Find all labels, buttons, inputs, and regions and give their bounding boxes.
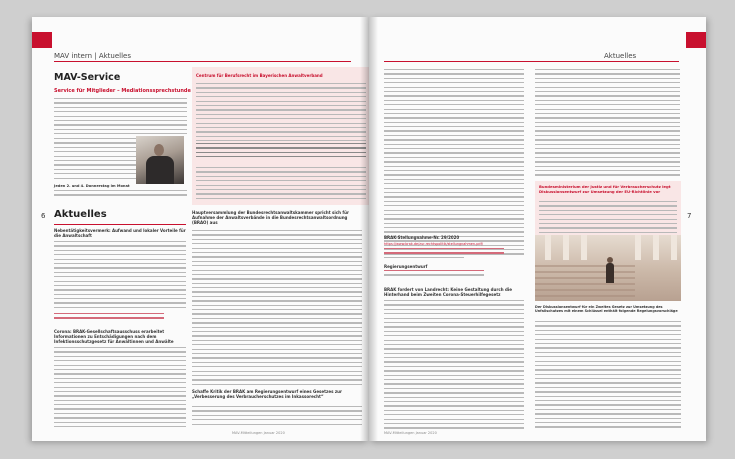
regierungsentwurf-heading: Regierungsentwurf: [384, 264, 428, 269]
bmjv-box-title: Bundesministerium der Justiz und für Verbraucherschutz legt Diskussionsentwurf zur Umsetzung der EU-Richtlinie vor: [539, 184, 671, 194]
mittelstand-heading: BRAK fordert von Landrecht: Keine Gestaltung durch die Hinterhand beim Zweiten Corona-Steuerhilfegesetz: [384, 287, 512, 297]
contact-details: [54, 190, 187, 197]
brak-link-2[interactable]: [384, 248, 504, 256]
right-header-rule: [384, 61, 679, 62]
intro-text-2: [54, 138, 136, 182]
box-title: Centrum für Berufsrecht im Bayerischen Anwaltverband: [196, 73, 323, 78]
col1-text-2: [54, 347, 186, 427]
box-text-bold: [196, 143, 366, 163]
col1-text-1: [54, 241, 186, 311]
left-footer: MAV-Mitteilungen Januar 2020: [232, 431, 285, 435]
left-page: [32, 17, 369, 441]
col1-link[interactable]: [54, 313, 164, 321]
right-col1-text-2: [384, 300, 524, 430]
intro-text: [54, 98, 187, 136]
right-col1-text: [384, 69, 524, 255]
bmjv-box-text: [539, 201, 677, 233]
left-header-rule: [54, 61, 351, 62]
col2-heading-2: Schaffe Kritik der BRAK am Regierungsentwurf eines Gesetzes zur „Verbesserung des Verbraucherschutzes im Inkassorecht“: [192, 389, 342, 399]
right-col2-text: [535, 69, 680, 179]
right-red-tab: [686, 32, 706, 48]
right-header: Aktuelles: [604, 52, 637, 60]
court-steps-photo: [535, 235, 681, 301]
box-text-2: [196, 167, 366, 199]
col1-heading-2: Corona: BRAK-Gesellschaftsausschuss erarbeitet Informationen zu Entschädigungen nach dem Infektionsschutzgesetz für Anwältinnen und Anwälte: [54, 329, 174, 344]
regierungsentwurf-link[interactable]: [384, 270, 484, 278]
contact-caption: Jeden 2. und 4. Donnerstag im Monat: [54, 184, 130, 188]
brak-stellungnahme-heading: BRAK-Stellungnahme-Nr. 29/2020: [384, 235, 460, 240]
photo-caption: Der Diskussionsentwurf für ein Zweites Gesetz zur Umsetzung des Unfallschutzes mit einem Schlüssel enthält folgende Regelungsvorschläge: [535, 305, 678, 314]
brak-link[interactable]: https://www.brak.de/zur-rechtspolitik/stellungnahmen-pdf/: [384, 242, 483, 246]
mediator-photo: [136, 136, 184, 184]
left-header: MAV intern | Aktuelles: [54, 52, 131, 60]
left-red-tab: [32, 32, 52, 48]
source-1: [384, 257, 464, 261]
section-subtitle: Service für Mitglieder – Mediationssprechstunde: [54, 88, 191, 94]
right-footer: MAV-Mitteilungen Januar 2020: [384, 431, 437, 435]
col2-text-2: [192, 406, 362, 428]
col2-heading-1: Hauptversammlung der Bundesrechtsanwaltskammer spricht sich für Aufnahme der Anwaltsverbände in die Bundesrechtsanwaltsordnung (BRAO) aus: [192, 210, 349, 225]
section-title: MAV-Service: [54, 72, 121, 83]
right-page-number: 7: [687, 212, 692, 220]
col2-text-1: [192, 230, 362, 388]
box-text: [196, 83, 366, 141]
right-page: [369, 17, 706, 441]
right-col2-text-2: [535, 321, 681, 429]
aktuelles-title: Aktuelles: [54, 209, 107, 220]
col1-heading-1: Nebentätigkeitsvermerk: Aufwand und lokaler Vorteile für die Anwaltschaft: [54, 228, 186, 238]
left-page-number: 6: [41, 212, 46, 220]
aktuelles-rule: [54, 224, 186, 225]
